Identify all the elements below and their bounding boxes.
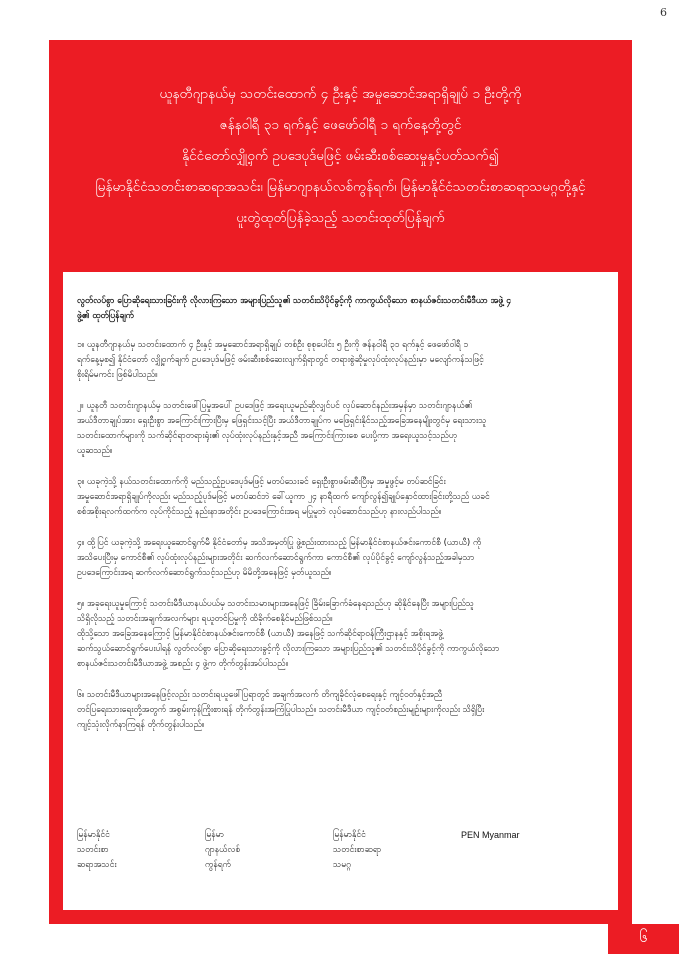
paragraph-line: သိရှိလိုသည့် သတင်းအချက်အလက်များ ရယူတင်ပြမှုကို ထိခိုက်စေနိုင်မည်ဖြစ်သည်။ (77, 614, 333, 624)
signatory-mjn (205, 828, 333, 873)
signatory-line: ကွန်ရက် (205, 860, 231, 870)
title-banner (63, 40, 618, 272)
paragraph-line: သတင်းထောက်များကို သက်ဆိုင်ရာတရားရုံး၏ လုပ်ထုံးလုပ်နည်းနှင့်အညီ အကြောင်းကြားစေ ပေးပို့ကာ အရေးယူသင့်သည်ဟု (77, 431, 458, 441)
paragraph-line: ရက်နေ့မှစ၍ နိုင်ငံတော် လျှို့ဝှက်ချက် ဥပဒေပုဒ်မဖြင့် ဖမ်းဆီးစစ်ဆေးလျက်ရှိရာတွင် တရားစွဲဆိုမှုလုပ်ထုံးလုပ်နည်းမှာ မလျော်ကန်သဖြင့် (77, 355, 484, 365)
signatory-pen-myanmar (461, 828, 520, 873)
paragraph-2 (77, 399, 604, 459)
paragraph-line: တင်ပြရေးသားရေးတို့အတွက် အစွမ်းကုန်ကြိုးစားရန် တိုက်တွန်းအကြံပြုပါသည်။ သတင်းမီဒီယာ ကျင့်ဝတ်စည်းမျဉ်းများကိုလည်း သိရှိပြီး (77, 705, 485, 715)
page-number-top: 6 (660, 6, 667, 19)
paragraph-1 (77, 338, 604, 383)
paragraph-line: ၅။ အခုရေးယူမှုကြောင့် သတင်းမီဒီယာနယ်ပယ်မှ သတင်းသမားများအနေဖြင့် ခြိမ်းခြောက်ခံနေရသည်ဟု ဆိုနိုင်နေပြီး အများပြည်သူ (77, 599, 475, 609)
statement-frame (49, 40, 632, 924)
paragraph-line: အယ်ဒီတာချုပ်အား ရှေးဦးစွာ အကြောင်းကြားပြီးမှ ဖြေရှင်းသင့်ပြီး အယ်ဒီတာချုပ်က မဖြေရှင်းနိုင်သည့်အခြေအနေမျိုးတွင်မှ ရေးသားသူ (77, 416, 487, 426)
paragraph-line: ကျင့်သုံးလိုက်နာကြရန် တိုက်တွန်းပါသည်။ (77, 720, 205, 730)
signatory-line: သတင်းစာ (77, 845, 109, 855)
paragraph-line: ဥပဒေကြောင်းအရ ဆက်လက်ဆောင်ရွက်သင့်သည်ဟု မိမိတို့အနေဖြင့် မှတ်ယူသည်။ (77, 568, 332, 578)
signatory-mju (333, 828, 461, 873)
paragraph-line: ၃။ ယခုကဲ့သို့ နယ်သတင်းထောက်ကို မည်သည့်ဥပဒေပုဒ်မဖြင့် မတပ်သေးခင် ရှေးဦးစွာဖမ်းဆီးပြီးမှ အမှုဖွင့်မ တပ်ဆင်ခြင်း (77, 477, 446, 487)
signatory-line: PEN Myanmar (461, 830, 520, 840)
intro-line: လွတ်လပ်စွာ ပြောဆိုရေးသားခြင်းကို လိုလားကြသော အများပြည်သူ၏ သတင်းသိပိုင်ခွင့်ကို ကာကွယ်လိုသော စာနယ်ဇင်းသတင်းမီဒီယာ အဖွဲ့ ၄ (77, 296, 511, 306)
paragraph-4 (77, 536, 604, 581)
paragraph-3 (77, 475, 604, 520)
signatory-mja (77, 828, 205, 873)
paragraph-line: စစ်အစိုးရလက်ထက်က လုပ်ကိုင်သည့် နည်းနာအတိုင်း ဥပဒေကြောင်းအရ မပြုမူဘဲ လုပ်ဆောင်သည်ဟု နားလည်ပါသည်။ (77, 507, 442, 517)
paragraph-line: ယူဆသည်။ (77, 446, 113, 456)
statement-intro (77, 294, 604, 324)
signatory-line: ဂျာနယ်လစ် (205, 845, 241, 855)
banner-title-line-4: မြန်မာနိုင်ငံသတင်းစာဆရာအသင်း၊ မြန်မာဂျာနယ်လစ်ကွန်ရက်၊ မြန်မာနိုင်ငံသတင်းစာဆရာသမဂ္ဂတို့နှင့် (95, 179, 586, 195)
signatory-line: မြန်မာနိုင်ငံ (77, 830, 110, 840)
signatory-line: ဆရာအသင်း (77, 860, 117, 870)
banner-title-line-3: နိုင်ငံတော်လျှို့ဝှက် ဥပဒေပုဒ်မဖြင့် ဖမ်းဆီးစစ်ဆေးမှုနှင့်ပတ်သက်၍ (182, 148, 499, 164)
intro-line: ဖွဲ့၏ ထုတ်ပြန်ချက် (77, 311, 134, 321)
paragraph-line: ၄။ ထို့ပြင် ယခုကဲ့သို့ အရေးယူဆောင်ရွက်မီ နိုင်ငံတော်မှ အသိအမှတ်ပြု ဖွဲ့စည်းထားသည့် မြန်မာနိုင်ငံစာနယ်ဇင်းကောင်စီ (ယာယီ) ကို (77, 538, 482, 548)
banner-title-line-5: ပူးတွဲထုတ်ပြန်ခဲ့သည့် သတင်းထုတ်ပြန်ချက် (236, 210, 445, 226)
signatory-line: သမဂ္ဂ (333, 860, 351, 870)
paragraph-line: ဆက်သွယ်ဆောင်ရွက်ပေးပါရန် လွတ်လပ်စွာ ပြောဆိုရေးသားခွင့်ကို လိုလားကြသော အများပြည်သူ၏ သတင်းသိပိုင်ခွင့်ကို ကာကွယ်လိုသော (77, 644, 500, 654)
signatory-line: မြန်မာနိုင်ငံ (333, 830, 366, 840)
signatory-line: သတင်းစာဆရာ (333, 845, 382, 855)
paragraph-line: အသိပေးပြီးမှ ကောင်စီ၏ လုပ်ထုံးလုပ်နည်းများအတိုင်း ဆက်လက်ဆောင်ရွက်ကာ ကောင်စီ၏ လုပ်ပိုင်ခွင့် ကျော်လွန်သည့်အခါမှသာ (77, 553, 475, 563)
statement-body (77, 294, 604, 749)
paragraph-5 (77, 597, 604, 672)
paragraph-line: စာနယ်ဇင်းသတင်းမီဒီယာအဖွဲ့ အစည်း ၄ ဖွဲ့က တိုက်တွန်းအပ်ပါသည်။ (77, 659, 289, 669)
paragraph-line: ၁။ ယူနတီဂျာနယ်မှ သတင်းထောက် ၄ ဦးနှင့် အမှုဆောင်အရာရှိချုပ် တစ်ဦး စုစုပေါင်း ၅ ဦးကို ဇန်နဝါရီ ၃၁ ရက်နှင့် ဖေဖော်ဝါရီ ၁ (77, 340, 469, 350)
banner-title-line-1: ယူနတီဂျာနယ်မှ သတင်းထောက် ၄ ဦးနှင့် အမှုဆောင်အရာရှိချုပ် ၁ ဦးတို့ကို (159, 86, 522, 102)
paragraph-line: ထိုသို့သော အခြေအနေကြောင့် မြန်မာနိုင်ငံစာနယ်ဇင်းကောင်စီ (ယာယီ) အနေဖြင့် သက်ဆိုင်ရာဝန်ကြီးဌာနနှင့် အစိုးရအဖွဲ့ (77, 629, 443, 639)
paragraph-line: စိုးရိမ်မကင်း ဖြစ်မိပါသည်။ (77, 370, 158, 380)
paragraph-line: အမှုဆောင်အရာရှိချုပ်ကိုလည်း မည်သည့်ပုဒ်မဖြင့် မတပ်ဆင်ဘဲ ခေါ်ယူကာ ၂၄ နာရီထက် ကျော်လွန်၍ချုပ်နှောင်ထားခြင်းတို့သည် ယခင် (77, 492, 490, 502)
banner-title-line-2: ဇန်နဝါရီ ၃၁ ရက်နှင့် ဖေဖော်ဝါရီ ၁ ရက်နေ့တို့တွင် (219, 117, 462, 133)
page-number-badge: ၆ (608, 924, 679, 954)
paragraph-line: ၆။ သတင်းမီဒီယာများအနေဖြင့်လည်း သတင်းရယူဖေါ်ပြရာတွင် အချက်အလက် တိကျခိုင်လုံစေရေးနှင့် ကျင့်ဝတ်နှင့်အညီ (77, 690, 443, 700)
signatory-organizations (77, 828, 604, 873)
paragraph-line: ၂။ ယူနတီ သတင်းဂျာနယ်မှ သတင်းဖေါ်ပြမှုအပေါ် ဥပဒေဖြင့် အရေးယူမည်ဆိုလျှင်ပင် လုပ်ဆောင်နည်းအမှန်မှာ သတင်းဂျာနယ်၏ (77, 401, 473, 411)
signatory-line: မြန်မာ (205, 830, 225, 840)
paragraph-6 (77, 688, 604, 733)
